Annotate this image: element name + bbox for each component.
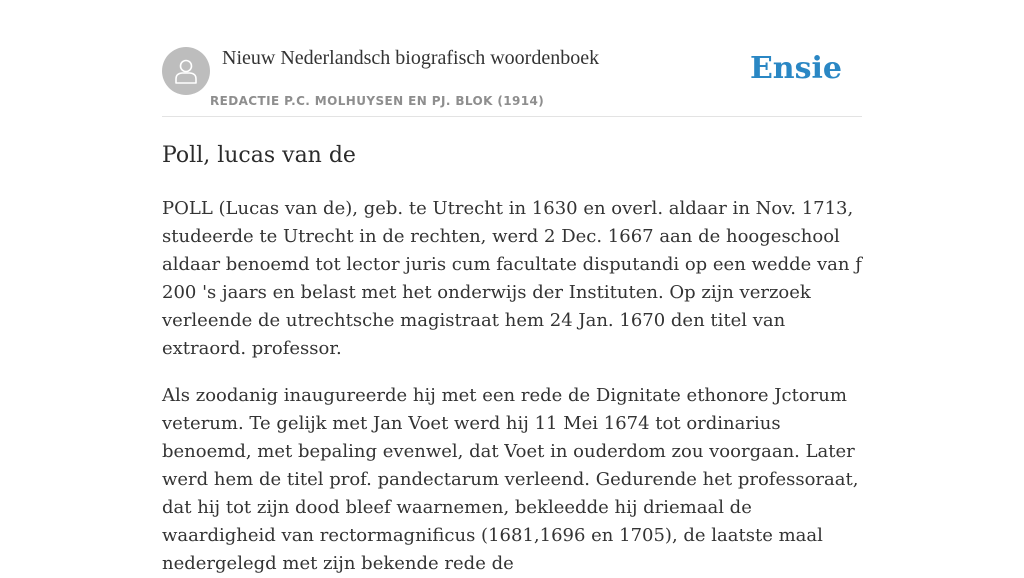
source-title[interactable]: Nieuw Nederlandsch biografisch woordenboek	[222, 47, 600, 69]
ensie-logo[interactable]: Ensie	[749, 51, 842, 86]
entry-paragraph: POLL (Lucas van de), geb. te Utrecht in 1630 en overl. aldaar in Nov. 1713, studeerde te Utrecht in de rechten, werd 2 Dec. 1667 aan de hoogeschool aldaar benoemd tot lector juris cum facultate disputandi op een wedde van ƒ 200 's jaars en belast met het onderwijs der Instituten. Op zijn verzoek verleende de utrechtsche magistraat hem 24 Jan. 1670 den titel van extraord. professor.	[162, 198, 862, 359]
source-credit: REDACTIE P.C. MOLHUYSEN EN PJ. BLOK (1914)	[210, 94, 545, 108]
source-header	[162, 0, 862, 117]
entry-paragraph: Als zoodanig inaugureerde hij met een rede de Dignitate ethonore Jctorum veterum. Te gelijk met Jan Voet werd hij 11 Mei 1674 tot ordinarius benoemd, met bepaling evenwel, dat Voet in ouderdom zou voorgaan. Later werd hem de titel prof. pandectarum verleend. Gedurende het professoraat, dat hij tot zijn dood bleef waarnemen, bekleedde hij driemaal de waardigheid van rectormagnificus (1681,1696 en 1705), de laatste maal nedergelegd met zijn bekende rede de	[162, 385, 859, 574]
source-avatar[interactable]	[162, 47, 210, 95]
entry-title: Poll, lucas van de	[162, 143, 356, 168]
user-icon	[173, 57, 199, 85]
article-page	[162, 0, 862, 578]
